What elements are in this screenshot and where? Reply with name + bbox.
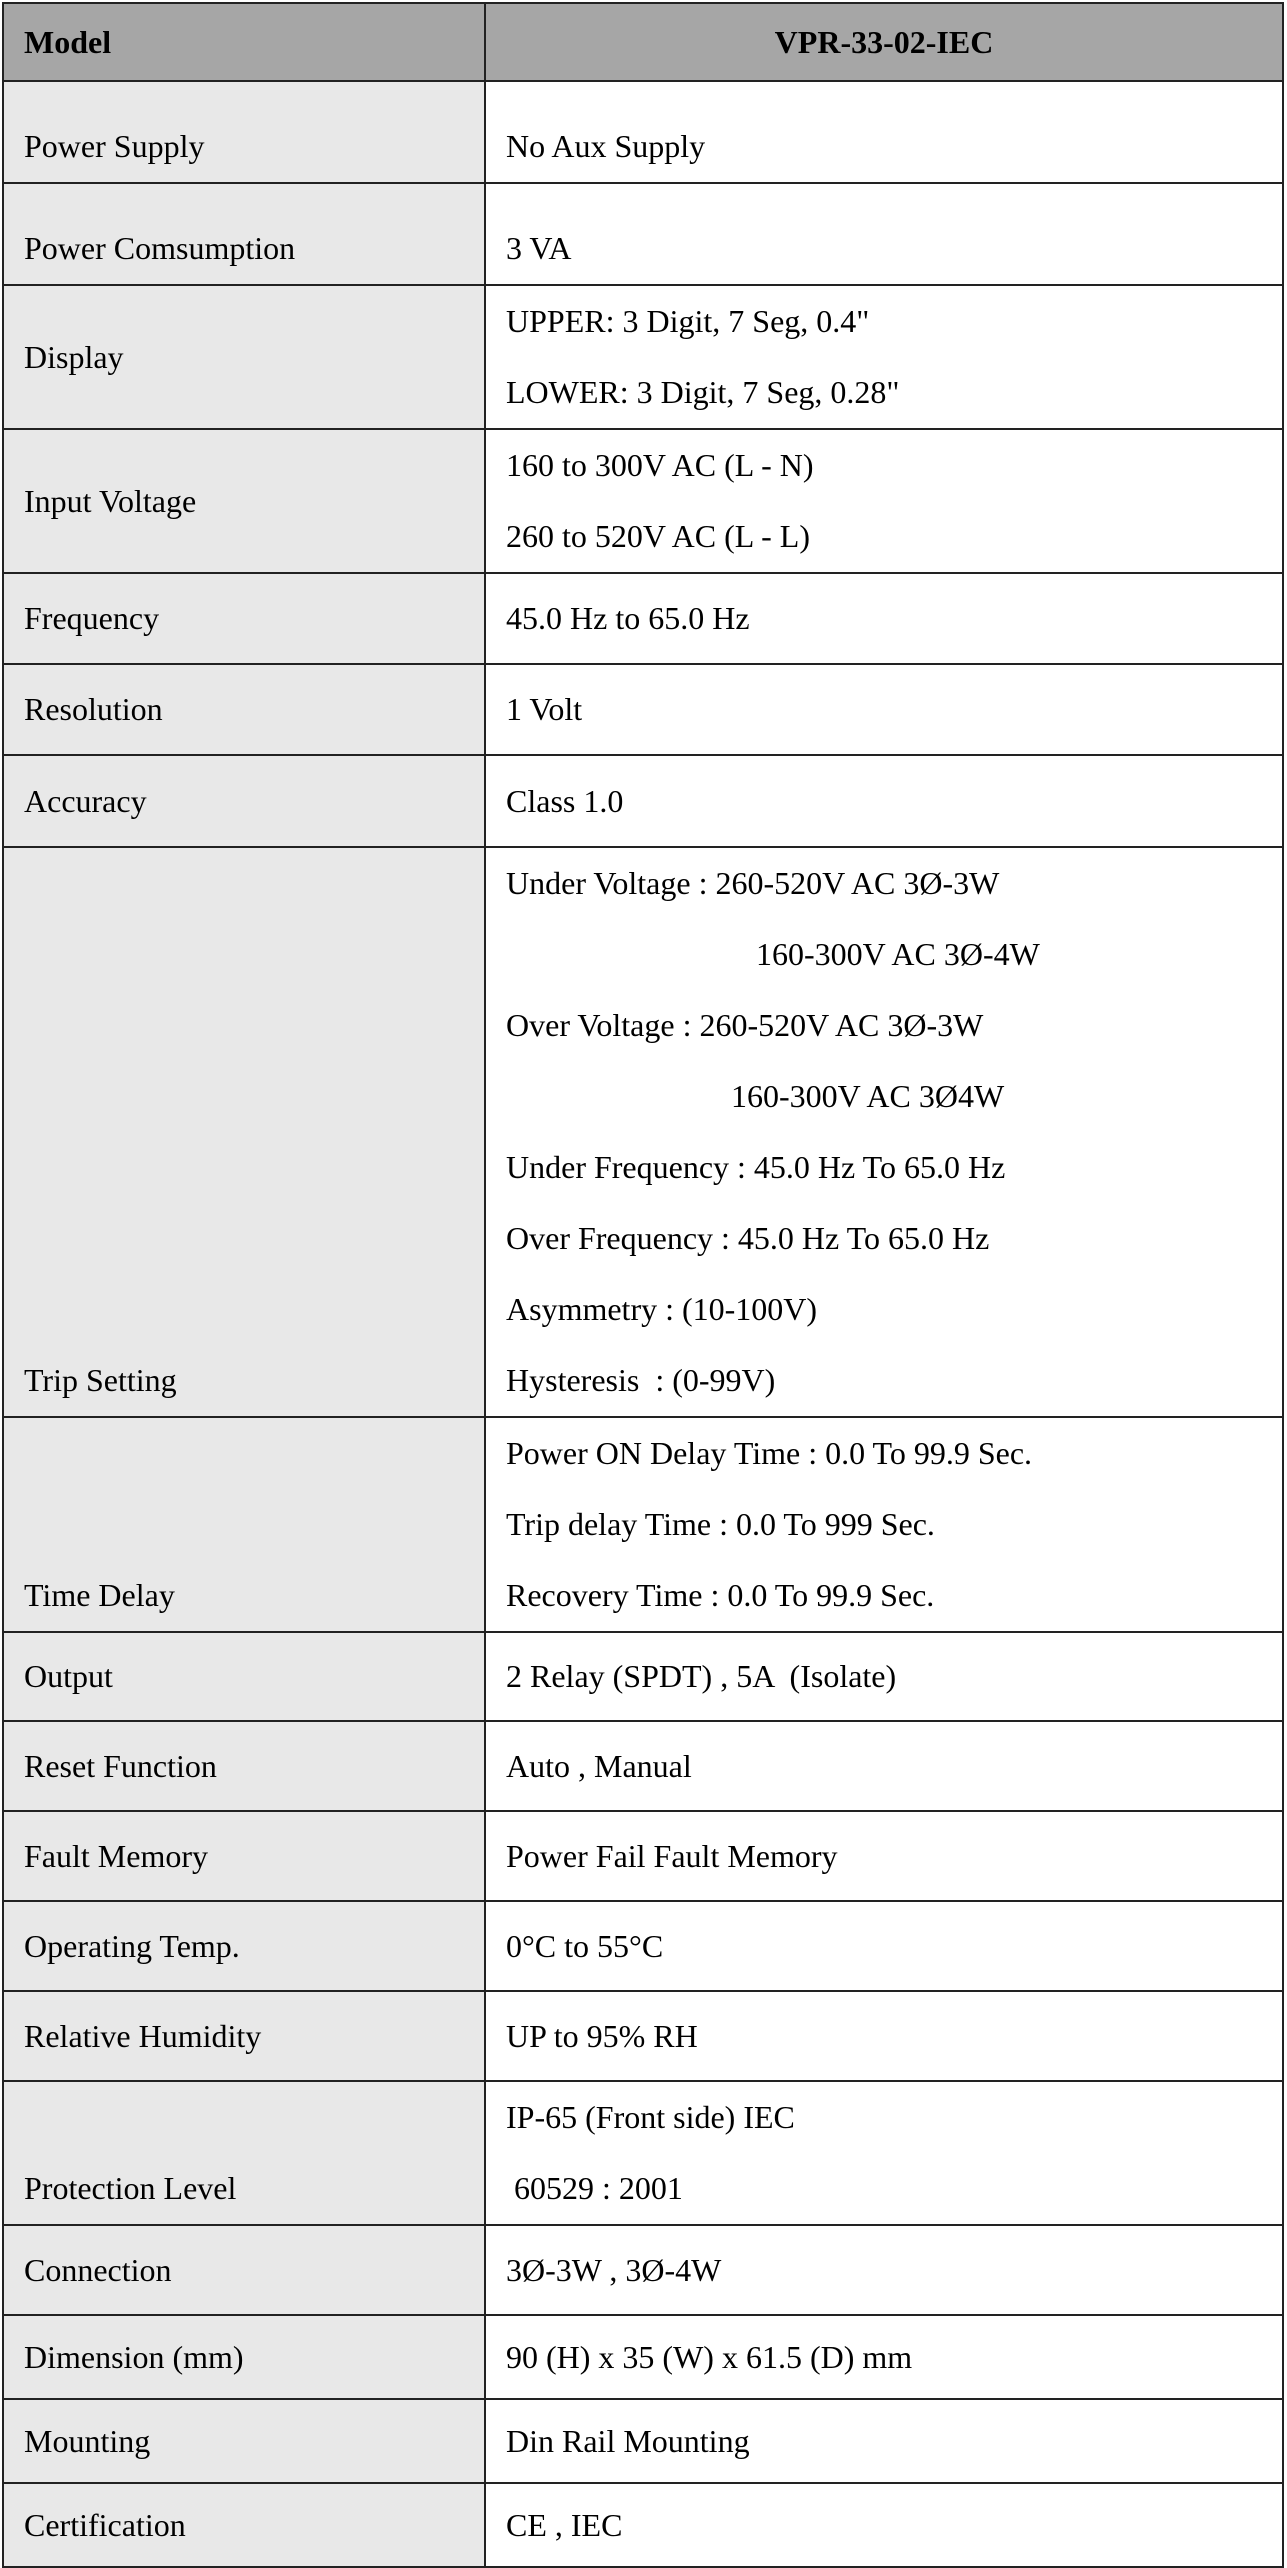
row-label: Relative Humidity	[3, 1991, 485, 2081]
row-label: Resolution	[3, 664, 485, 755]
header-row	[3, 3, 1283, 81]
row-value: UP to 95% RH	[485, 1991, 1283, 2081]
row-label: Reset Function	[3, 1721, 485, 1811]
table-row	[3, 1991, 1283, 2081]
table-row	[3, 429, 1283, 573]
row-label: Operating Temp.	[3, 1901, 485, 1991]
row-value: Class 1.0	[485, 755, 1283, 847]
row-label: Output	[3, 1632, 485, 1721]
row-value: Auto , Manual	[485, 1721, 1283, 1811]
table-row	[3, 1811, 1283, 1901]
header-model-number: VPR-33-02-IEC	[485, 3, 1283, 81]
table-row	[3, 285, 1283, 429]
table-row	[3, 1632, 1283, 1721]
spec-table	[2, 2, 1284, 2568]
row-value: 45.0 Hz to 65.0 Hz	[485, 573, 1283, 664]
row-label: Dimension (mm)	[3, 2315, 485, 2399]
table-row	[3, 847, 1283, 1417]
row-value: CE , IEC	[485, 2483, 1283, 2567]
row-label: Connection	[3, 2225, 485, 2315]
table-row	[3, 573, 1283, 664]
table-row	[3, 755, 1283, 847]
row-value: 3 VA	[485, 183, 1283, 285]
table-row	[3, 183, 1283, 285]
row-label: Certification	[3, 2483, 485, 2567]
row-value: 0°C to 55°C	[485, 1901, 1283, 1991]
table-row	[3, 1721, 1283, 1811]
row-value: 1 Volt	[485, 664, 1283, 755]
table-row	[3, 81, 1283, 183]
row-label: Trip Setting	[3, 847, 485, 1417]
table-row	[3, 1901, 1283, 1991]
row-value: Power ON Delay Time : 0.0 To 99.9 Sec. Trip delay Time : 0.0 To 999 Sec. Recovery Time : 0.0 To 99.9 Sec.	[485, 1417, 1283, 1632]
header-model: Model	[3, 3, 485, 81]
row-value: 2 Relay (SPDT) , 5A (Isolate)	[485, 1632, 1283, 1721]
table-row	[3, 2225, 1283, 2315]
row-value: IP-65 (Front side) IEC 60529 : 2001	[485, 2081, 1283, 2225]
table-row	[3, 2399, 1283, 2483]
row-label: Display	[3, 285, 485, 429]
row-label: Time Delay	[3, 1417, 485, 1632]
row-value: 90 (H) x 35 (W) x 61.5 (D) mm	[485, 2315, 1283, 2399]
row-value: 160 to 300V AC (L - N) 260 to 520V AC (L - L)	[485, 429, 1283, 573]
table-row	[3, 2315, 1283, 2399]
table-row	[3, 2081, 1283, 2225]
row-label: Power Comsumption	[3, 183, 485, 285]
row-value: No Aux Supply	[485, 81, 1283, 183]
table-row	[3, 2483, 1283, 2567]
row-label: Mounting	[3, 2399, 485, 2483]
row-label: Input Voltage	[3, 429, 485, 573]
table-row	[3, 1417, 1283, 1632]
row-value: Power Fail Fault Memory	[485, 1811, 1283, 1901]
row-value: Under Voltage : 260-520V AC 3Ø-3W 160-300V AC 3Ø-4W Over Voltage : 260-520V AC 3Ø-3W 160-300V AC 3Ø4W Under Frequency : 45.0 Hz To 65.0 Hz Over Frequency : 45.0 Hz To 65.0 Hz Asymmetry : (10-100V) Hysteresis : (0-99V)	[485, 847, 1283, 1417]
row-value: Din Rail Mounting	[485, 2399, 1283, 2483]
row-label: Fault Memory	[3, 1811, 485, 1901]
row-label: Accuracy	[3, 755, 485, 847]
row-value: 3Ø-3W , 3Ø-4W	[485, 2225, 1283, 2315]
row-label: Power Supply	[3, 81, 485, 183]
table-row	[3, 664, 1283, 755]
row-label: Protection Level	[3, 2081, 485, 2225]
row-value: UPPER: 3 Digit, 7 Seg, 0.4" LOWER: 3 Digit, 7 Seg, 0.28"	[485, 285, 1283, 429]
row-label: Frequency	[3, 573, 485, 664]
